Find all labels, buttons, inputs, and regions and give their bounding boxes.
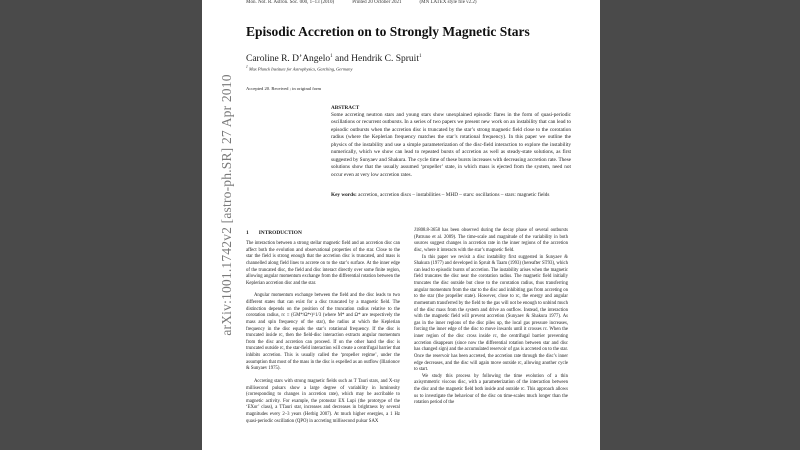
arxiv-id-text: arXiv:1001.1742v2 [astro-ph.SR] 27 Apr 2010 (219, 74, 234, 336)
section-number: 1 (246, 230, 249, 236)
style-file: (MN LATEX style file v2.2) (419, 0, 477, 5)
paragraph: Angular momentum exchange between the field and the disc leads to two different states that can exist for a disc truncated by a magnetic field. The distinction depends on the position of the truncation radius relative to the corotation radius, rc ≡ (GM*/Ω*²)^1/3 (where M* and Ω* are respectively the mass and spin frequency of the star), the radius at which the Keplerian frequency in the disc equals the star’s rotational frequency. If the disc is truncated inside rc, then the field-disc interaction extracts angular momentum from the disc and accretion can proceed. If on the other hand the disc is truncated outside rc, the star-field interaction will create a centrifugal barrier that inhibits accretion. This is usually called the ‘propeller regime’, under the assumption that most of the mass in the disc is expelled as an outflow (Illarionov & Sunyaev 1975). (246, 293, 400, 372)
paragraph: We study this process by following the time evolution of a thin axisymmetric viscous disc, with a parameterization of the interaction between the disc and the magnetic field both inside and outside rc. This approach allows us to investigate the behaviour of the disc on time-scales much longer than the rotation period of the (414, 373, 568, 406)
author-2-affil-mark: 1 (418, 54, 422, 59)
keywords-text: accretion, accretion discs – instabilities – MHD – stars: oscillations – stars: magnetic fields (356, 192, 550, 198)
paper-title: Episodic Accretion on to Strongly Magnetic Stars (246, 24, 530, 39)
affiliation-text: Max Planck Institute for Astrophysics, Garching, Germany (248, 66, 353, 72)
paragraph: Accreting stars with strong magnetic fields such as T Tauri stars, and X-ray millisecond pulsars show a large degree of variability in luminosity (corresponding to changes in accretion rate), which may be ascribable to magnetic activity. For example, the protostar EX Lupi (the prototype of the ‘EXor’ class), a TTauri star, increases and decreases in brightness by several magnitudes every 2–3 years (Herbig 2007). At much higher energies, a 1 Hz quasi-periodic oscillation (QPO) in accreting millisecond pulsar SAX (246, 378, 400, 424)
printed-date: Printed 20 October 2021 (352, 0, 402, 5)
section-heading (246, 230, 302, 236)
author-list (246, 54, 586, 64)
left-column (246, 241, 400, 425)
keywords (331, 192, 571, 199)
running-header (246, 0, 594, 5)
affiliation (246, 65, 586, 71)
author-2: Hendrik C. Spruit (351, 54, 419, 65)
arxiv-identifier (214, 60, 240, 350)
keywords-label: Key words: (331, 192, 357, 198)
affiliation-mark: 1 (246, 65, 248, 69)
author-1: Caroline R. D’Angelo (246, 54, 331, 65)
abstract-text: Some accreting neutron stars and young stars show unexplained episodic flares in the form of quasi-periodic oscillations or recurrent outbursts. In a series of two papers we present new work on an instability that can lead to episodic outbursts when the accretion disc is truncated by the star’s strong magnetic field close to the corotation radius (where the Keplerian frequency matches the star’s rotational frequency). In this paper we outline the physics of the instability and use a simple parameterization of the disc-field interaction to explore the instability numerically, which we show can lead to repeated bursts of accretion as well as steady-state solutions, as first suggested by Sunyaev and Shakura. The cycle time of these bursts increases with decreasing accretion rate. These solutions show that the usually assumed ‘propeller’ state, in which mass is ejected from the system, need not occur even at very low accretion rates. (331, 112, 571, 178)
author-1-affil-mark: 1 (330, 54, 333, 59)
accepted-line: Accepted 20. Received ; in original form (246, 86, 322, 91)
paragraph: In this paper we revisit a disc instability first suggested in Sunyaev & Shakura (1977) and developed in Spruit & Taam (1993) (hereafter ST93), which can lead to episodic bursts of accretion. The instability arises when the magnetic field truncates the disc near the corotation radius. The magnetic field initially truncates the disc outside but close to the corotation radius, thus transferring angular momentum from the star to the disc and inhibiting gas from accreting on to the star (the propeller state). However, close to rc, the energy and angular momentum transferred by the field to the gas will not be enough to unbind much of the disc mass from the system and drive an outflow. Instead, the interaction with the magnetic field will prevent accretion (Sunyaev & Shakura 1977). As gas in the inner regions of the disc piles up, the local gas pressure increases, forcing the inner edge of the disc to move inwards until it crosses rc. When the inner region of the disc cross inside rc, the centrifugal barrier preventing accretion disappears (since now the differential rotation between star and disc has changed sign) and the accumulated reservoir of gas is accreted on to the star. Once the reservoir has been accreted, the accretion rate through the disc’s inner edge decreases, and the disc will again move outside rc, allowing another cycle to start. (414, 254, 568, 373)
paragraph: J1808.8-3658 has been observed during the decay phase of several outbursts (Patruno et al. 2009). The time-scale and magnitude of the variability in both sources suggest changes in accretion rate in the inner regions of the accretion disc, where it interacts with the star’s magnetic field. (414, 228, 568, 253)
abstract-heading: ABSTRACT (331, 105, 360, 111)
section-title: INTRODUCTION (258, 230, 302, 236)
journal-citation: Mon. Not. R. Astron. Soc. 000, 1–13 (2010) (246, 0, 335, 5)
paragraph: The interaction between a strong stellar magnetic field and an accretion disc can affect both the evolution and observational properties of the star. Close to the star the field is strong enough that the accretion disc is truncated, and mass is channelled along field lines to accrete on to the star’s surface. At the inner edge of the truncated disc, the field and disc interact directly over some finite region, allowing angular momentum exchange from the differential rotation between the Keplerian accretion disc and the star. (246, 241, 400, 286)
author-conjunction: and (332, 54, 352, 65)
right-column (414, 228, 568, 407)
